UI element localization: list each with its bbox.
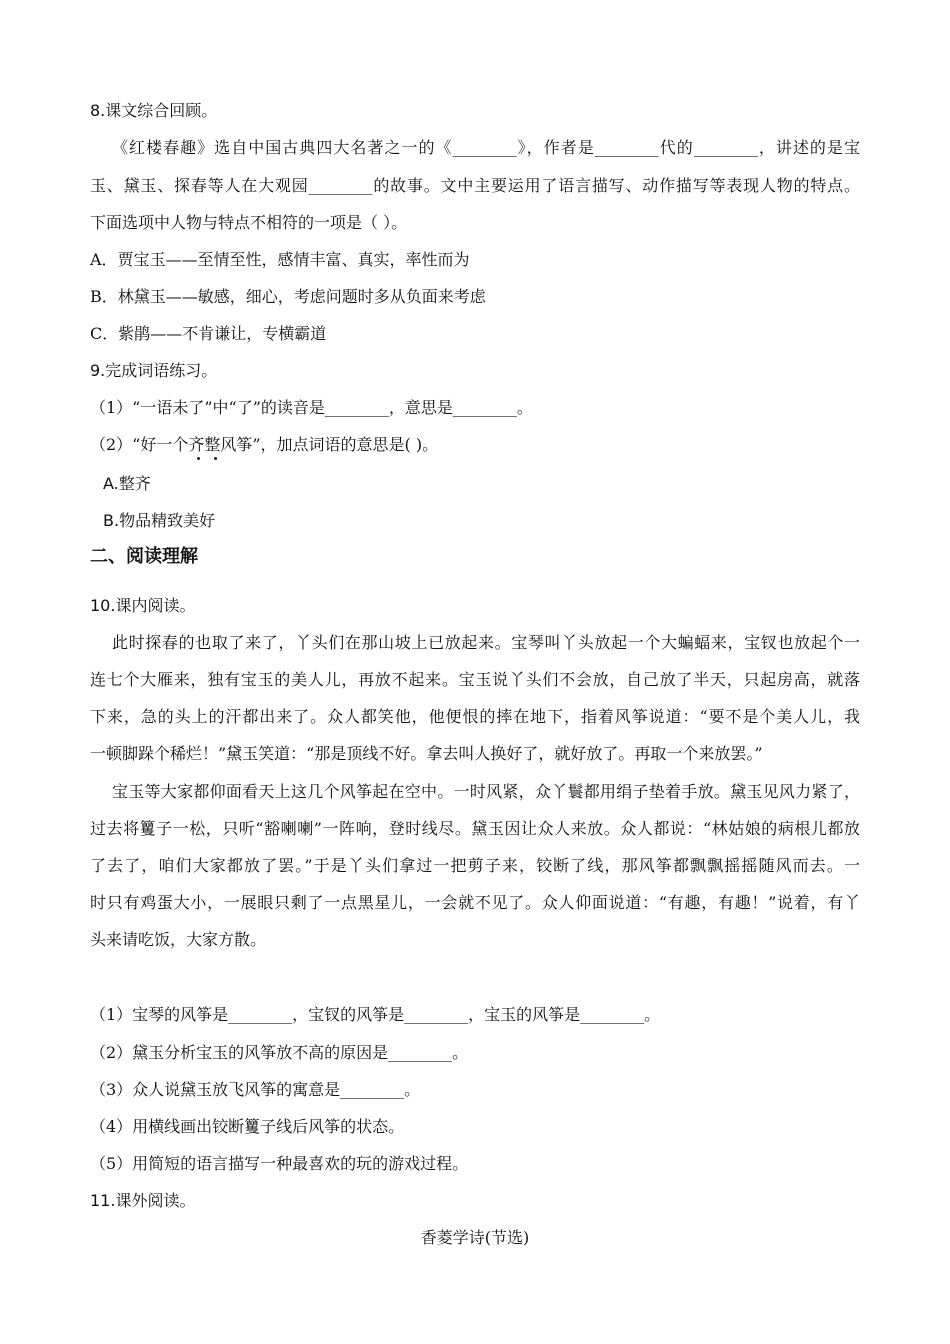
question-8-title: 8.课文综合回顾。 xyxy=(90,101,218,120)
passage-para-2-line-2: 过去将籰子一松，只听“豁喇喇”一阵响，登时线尽。黛玉因让众人来放。众人都说：“林姑娘的病根儿都放 xyxy=(90,819,860,838)
question-8-paragraph-line-2: 玉、黛玉、探春等人在大观园________的故事。文中主要运用了语言描写、动作描写等表现人物的特点。 xyxy=(90,176,860,195)
question-9-sub-1: （1）“一语未了”中“了”的读音是________，意思是________。 xyxy=(90,398,533,417)
question-9-option-a: A.整齐 xyxy=(103,474,151,493)
question-9-title: 9.完成词语练习。 xyxy=(90,361,218,380)
passage-para-1-line-3: 下来，急的头上的汗都出来了。众人都笑他，他便恨的摔在地下，指着风筝说道：“要不是个美人儿，我 xyxy=(90,707,860,726)
passage-para-2-line-4: 时只有鸡蛋大小，一展眼只剩了一点黑星儿，一会就不见了。众人仰面说道：“有趣，有趣！”说着，有丫 xyxy=(90,893,860,912)
question-8-paragraph-line-3: 下面选项中人物与特点不相符的一项是（ ）。 xyxy=(90,213,408,232)
emphasis-dot xyxy=(214,457,217,460)
passage-title: 香菱学诗(节选) xyxy=(420,1228,530,1247)
question-11-title: 11.课外阅读。 xyxy=(90,1191,196,1210)
question-10-sub-1: （1）宝琴的风筝是________，宝钗的风筝是________，宝玉的风筝是________。 xyxy=(90,1005,661,1024)
question-8-option-a: A．贾宝玉——至情至性，感情丰富、真实，率性而为 xyxy=(90,250,470,269)
question-10-sub-3: （3）众人说黛玉放飞风筝的寓意是________。 xyxy=(90,1080,421,1099)
question-8-paragraph-line-1: 《红楼春趣》选自中国古典四大名著之一的《________》，作者是________代的________，讲述的是宝 xyxy=(112,138,860,157)
question-10-sub-4: （4）用横线画出铰断籰子线后风筝的状态。 xyxy=(90,1117,405,1136)
passage-para-2-line-1: 宝玉等大家都仰面看天上这几个风筝起在空中。一时风紧，众丫鬟都用绢子垫着手放。黛玉见风力紧了， xyxy=(112,782,860,801)
passage-para-1-line-4: 一顿脚跺个稀烂！”黛玉笑道：“那是顶线不好。拿去叫人换好了，就好放了。再取一个来放罢。” xyxy=(90,744,763,763)
emphasis-dot xyxy=(197,457,200,460)
passage-para-1-line-1: 此时探春的也取了来了，丫头们在那山坡上已放起来。宝琴叫丫头放起一个大蝙蝠来，宝钗也放起个一 xyxy=(112,633,860,652)
passage-para-2-line-5: 头来请吃饭，大家方散。 xyxy=(90,930,267,949)
question-9-option-b: B.物品精致美好 xyxy=(103,511,216,530)
question-10-title: 10.课内阅读。 xyxy=(90,596,196,615)
passage-para-2-line-3: 了去了，咱们大家都放了罢。”于是丫头们拿过一把剪子来，铰断了线，那风筝都飘飘摇摇随风而去。一 xyxy=(90,856,860,875)
question-8-option-c: C．紫鹃——不肯谦让，专横霸道 xyxy=(90,324,327,343)
question-9-sub-2: （2）“好一个齐整风筝”，加点词语的意思是( )。 xyxy=(90,435,439,454)
question-10-sub-2: （2）黛玉分析宝玉的风筝放不高的原因是________。 xyxy=(90,1043,469,1062)
section-heading-reading: 二、阅读理解 xyxy=(90,546,198,567)
question-10-sub-5: （5）用简短的语言描写一种最喜欢的玩的游戏过程。 xyxy=(90,1154,469,1173)
question-8-option-b: B．林黛玉——敏感，细心，考虑问题时多从负面来考虑 xyxy=(90,287,486,306)
passage-para-1-line-2: 连七个大雁来，独有宝玉的美人儿，再放不起来。宝玉说丫头们不会放，自己放了半天，只起房高，就落 xyxy=(90,670,860,689)
